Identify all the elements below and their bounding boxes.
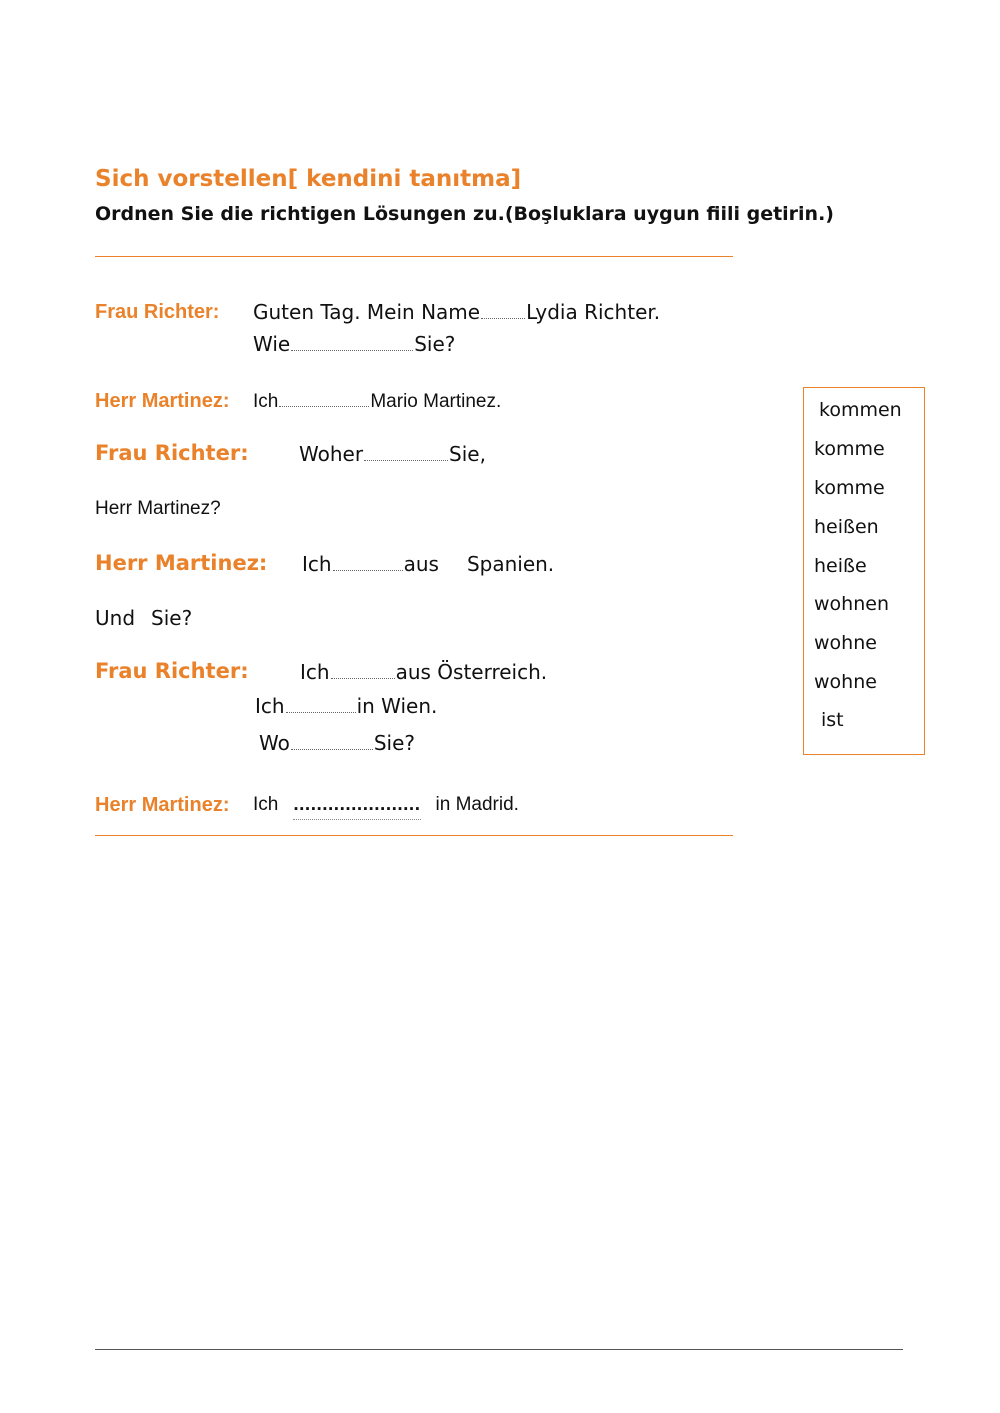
dialogue-line (299, 442, 486, 466)
dialogue-line (253, 390, 501, 413)
word-bank-item[interactable]: kommen (819, 399, 902, 421)
answer-blank[interactable] (333, 554, 403, 571)
word-bank-item[interactable]: komme (814, 477, 885, 499)
word-bank (803, 387, 925, 755)
dialogue-text: Sie? (373, 731, 416, 755)
dialogue-text: Ich (253, 391, 279, 412)
dialogue-line (253, 300, 660, 324)
dialogue-text: Ich (253, 794, 279, 815)
answer-blank[interactable] (291, 334, 413, 351)
dialogue-line (95, 606, 192, 630)
dialogue-line (253, 794, 519, 816)
word-bank-item[interactable]: heiße (814, 555, 867, 577)
word-bank-item[interactable]: wohne (814, 632, 877, 654)
dialogue-text: Sie? (151, 606, 193, 630)
answer-blank[interactable] (364, 444, 448, 461)
speaker-herr-martinez: Herr Martinez: (95, 390, 230, 412)
dialogue-text: Ich (300, 660, 330, 684)
word-bank-item[interactable]: heißen (814, 516, 879, 538)
top-divider (95, 256, 733, 257)
answer-blank[interactable] (481, 302, 525, 319)
word-bank-item[interactable]: ist (821, 709, 844, 731)
answer-blank[interactable] (279, 390, 369, 407)
dialogue-text: Sie? (414, 332, 456, 356)
speaker-herr-martinez: Herr Martinez: (95, 794, 230, 816)
dialogue-line (255, 694, 437, 718)
dialogue-line (95, 498, 221, 520)
dialogue-text: Sie, (449, 442, 486, 466)
speaker-frau-richter: Frau Richter: (95, 301, 220, 323)
answer-blank[interactable] (291, 733, 373, 750)
answer-blank[interactable]: ...................... (293, 794, 421, 815)
dialogue-text: Spanien. (466, 552, 555, 576)
instruction-text: Ordnen Sie die richtigen Lösungen zu.(Boşluklara uygun fiili getirin.) (95, 203, 834, 225)
dialogue-text: Herr Martinez? (95, 498, 221, 519)
dialogue-text: Woher (299, 442, 364, 466)
answer-blank[interactable] (331, 662, 395, 679)
dialogue-text: aus (403, 552, 439, 576)
word-bank-item[interactable]: wohne (814, 671, 877, 693)
dialogue-line (302, 552, 554, 576)
dialogue-text: Wo (259, 731, 290, 755)
answer-blank[interactable] (286, 696, 356, 713)
dialogue-text: aus Österreich. (395, 660, 548, 684)
dialogue-text: Ich (302, 552, 332, 576)
dialogue-text: Ich (255, 694, 285, 718)
footer-divider (95, 1349, 903, 1350)
dialogue-text: Wie (253, 332, 291, 356)
dialogue-line (259, 731, 415, 755)
dialogue-text: in Wien. (356, 694, 438, 718)
speaker-herr-martinez: Herr Martinez: (95, 551, 268, 575)
dialogue-text: Guten Tag. Mein Name (253, 300, 481, 324)
dialogue-text: in Madrid. (435, 794, 519, 815)
dialogue-line (300, 660, 547, 684)
bottom-divider (95, 835, 733, 836)
speaker-frau-richter: Frau Richter: (95, 659, 249, 683)
dialogue-text: Mario Martinez. (370, 391, 502, 412)
dialogue-text: Lydia Richter. (526, 300, 661, 324)
speaker-frau-richter: Frau Richter: (95, 441, 249, 465)
word-bank-item[interactable]: komme (814, 438, 885, 460)
page-title: Sich vorstellen[ kendini tanıtma] (95, 166, 522, 192)
dialogue-line (253, 332, 455, 356)
dialogue-text: Und (95, 606, 136, 630)
word-bank-item[interactable]: wohnen (814, 593, 889, 615)
